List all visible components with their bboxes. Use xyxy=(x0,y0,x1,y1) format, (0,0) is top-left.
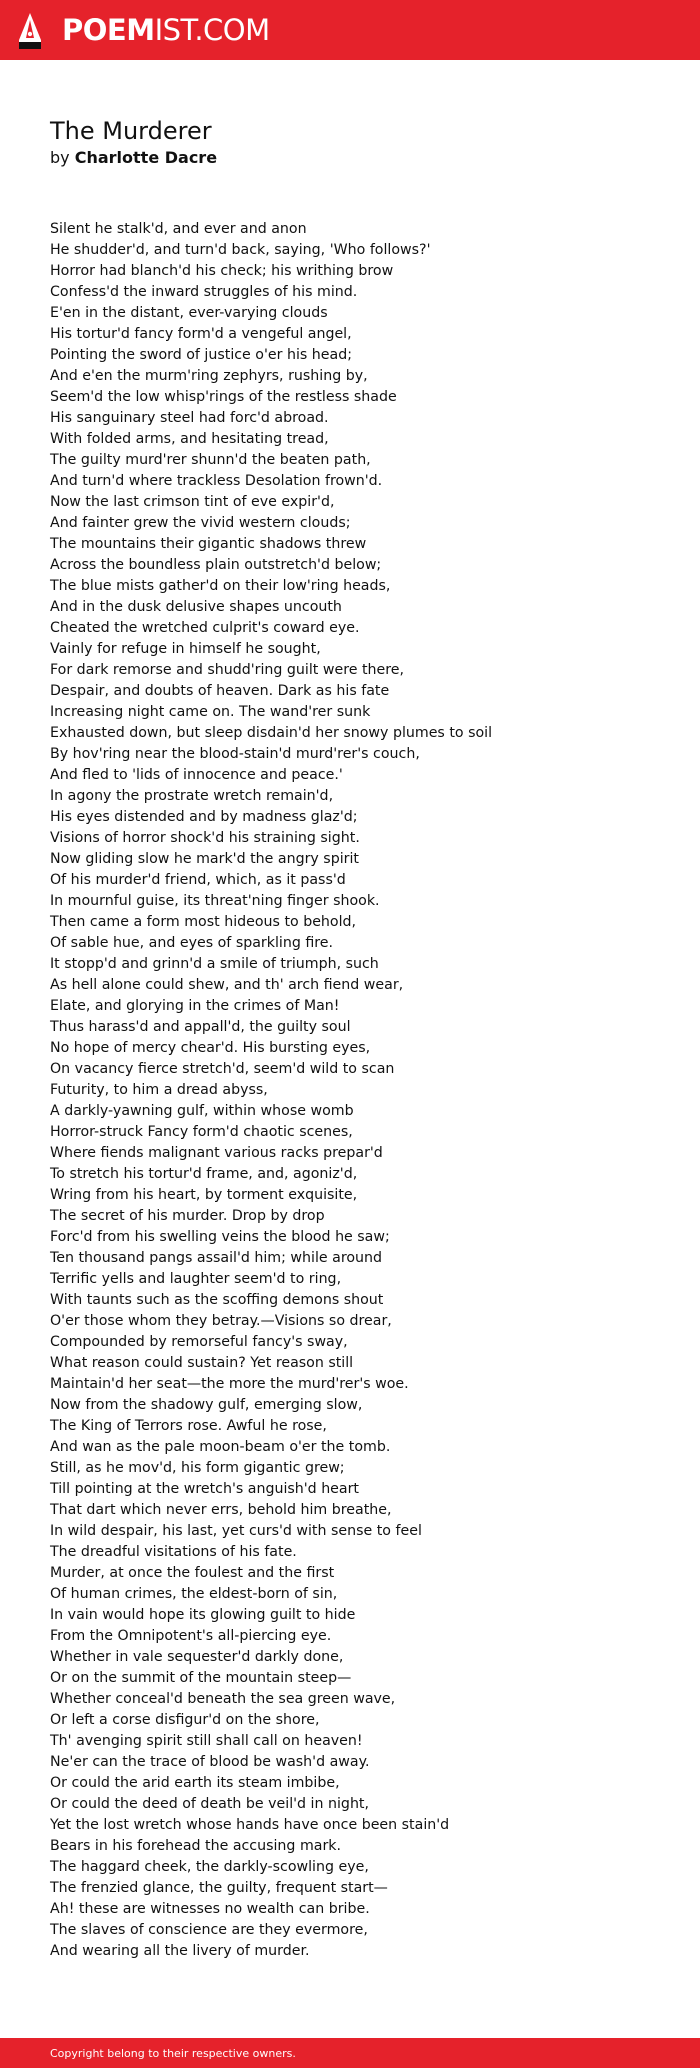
poem-line: Or left a corse disfigur'd on the shore, xyxy=(50,1712,320,1728)
poem-line: The guilty murd'rer shunn'd the beaten path, xyxy=(50,452,371,468)
poem-line: Increasing night came on. The wand'rer sunk xyxy=(50,704,371,720)
poem-line: In vain would hope its glowing guilt to hide xyxy=(50,1607,356,1623)
poem-line: Silent he stalk'd, and ever and anon xyxy=(50,221,307,237)
poem-line: Or on the summit of the mountain steep— xyxy=(50,1670,352,1686)
poem-line: That dart which never errs, behold him breathe, xyxy=(50,1502,392,1518)
poem-line: Confess'd the inward struggles of his mind. xyxy=(50,284,358,300)
poem-line: No hope of mercy chear'd. His bursting eyes, xyxy=(50,1040,371,1056)
poem-line: E'en in the distant, ever-varying clouds xyxy=(50,305,328,321)
poem-line: Maintain'd her seat—the more the murd'rer's woe. xyxy=(50,1376,409,1392)
by-label: by xyxy=(50,148,70,167)
poem-line: Of his murder'd friend, which, as it pass'd xyxy=(50,872,346,888)
poem-line: Of human crimes, the eldest-born of sin, xyxy=(50,1586,338,1602)
poem-line: His eyes distended and by madness glaz'd; xyxy=(50,809,358,825)
poem-line: Th' avenging spirit still shall call on heaven! xyxy=(50,1733,363,1749)
poem-line: Across the boundless plain outstretch'd below; xyxy=(50,557,382,573)
author-name[interactable]: Charlotte Dacre xyxy=(74,148,218,167)
poem-line: Despair, and doubts of heaven. Dark as his fate xyxy=(50,683,390,699)
poem-line: Exhausted down, but sleep disdain'd her snowy plumes to soil xyxy=(50,725,493,741)
poem-line: In agony the prostrate wretch remain'd, xyxy=(50,788,334,804)
poem-line: And e'en the murm'ring zephyrs, rushing by, xyxy=(50,368,368,384)
poem-line: The dreadful visitations of his fate. xyxy=(50,1544,297,1560)
poem-title: The Murderer xyxy=(50,117,212,145)
poem-line: Pointing the sword of justice o'er his head; xyxy=(50,347,352,363)
poem-line: Horror had blanch'd his check; his writhing brow xyxy=(50,263,394,279)
poem-line: Whether in vale sequester'd darkly done, xyxy=(50,1649,344,1665)
poem-line: Forc'd from his swelling veins the blood he saw; xyxy=(50,1229,390,1245)
poem-line: To stretch his tortur'd frame, and, agoniz'd, xyxy=(50,1166,358,1182)
poem-line: From the Omnipotent's all-piercing eye. xyxy=(50,1628,332,1644)
pen-nib-icon[interactable] xyxy=(17,12,43,54)
poem-line: Ah! these are witnesses no wealth can bribe. xyxy=(50,1901,370,1917)
poem-line: Ten thousand pangs assail'd him; while around xyxy=(50,1250,383,1266)
poem-line: Futurity, to him a dread abyss, xyxy=(50,1082,268,1098)
poem-line: And wan as the pale moon-beam o'er the tomb. xyxy=(50,1439,391,1455)
poem-line: Visions of horror shock'd his straining sight. xyxy=(50,830,360,846)
poem-line: With taunts such as the scoffing demons shout xyxy=(50,1292,384,1308)
logo-bold-text: POEM xyxy=(62,13,155,47)
poem-line: And fled to 'lids of innocence and peace.' xyxy=(50,767,343,783)
poem-body xyxy=(50,219,680,1962)
poem-line: The haggard cheek, the darkly-scowling eye, xyxy=(50,1859,369,1875)
poem-line: The King of Terrors rose. Awful he rose, xyxy=(50,1418,327,1434)
poem-line: Still, as he mov'd, his form gigantic grew; xyxy=(50,1460,345,1476)
poem-line: Murder, at once the foulest and the first xyxy=(50,1565,335,1581)
copyright-text: Copyright belong to their respective owners. xyxy=(50,2047,296,2060)
poem-line: Horror-struck Fancy form'd chaotic scenes, xyxy=(50,1124,353,1140)
poem-line: A darkly-yawning gulf, within whose womb xyxy=(50,1103,354,1119)
poem-line: Then came a form most hideous to behold, xyxy=(50,914,357,930)
poem-byline xyxy=(50,148,217,168)
poem-line: By hov'ring near the blood-stain'd murd'rer's couch, xyxy=(50,746,420,762)
poem-line: Compounded by remorseful fancy's sway, xyxy=(50,1334,348,1350)
poem-line: Cheated the wretched culprit's coward eye. xyxy=(50,620,360,636)
poem-line: And turn'd where trackless Desolation frown'd. xyxy=(50,473,383,489)
poem-line: Where fiends malignant various racks prepar'd xyxy=(50,1145,383,1161)
poem-line: Bears in his forehead the accusing mark. xyxy=(50,1838,342,1854)
poem-line: Till pointing at the wretch's anguish'd heart xyxy=(50,1481,360,1497)
poem-line: He shudder'd, and turn'd back, saying, 'Who follows?' xyxy=(50,242,431,258)
site-logo[interactable] xyxy=(62,13,270,47)
poem-line: Or could the arid earth its steam imbibe, xyxy=(50,1775,340,1791)
poem-line: In wild despair, his last, yet curs'd with sense to feel xyxy=(50,1523,422,1539)
poem-line: As hell alone could shew, and th' arch fiend wear, xyxy=(50,977,404,993)
poem-line: Now gliding slow he mark'd the angry spirit xyxy=(50,851,359,867)
poem-line: O'er those whom they betray.—Visions so drear, xyxy=(50,1313,392,1329)
poem-line: Seem'd the low whisp'rings of the restless shade xyxy=(50,389,397,405)
poem-line: Ne'er can the trace of blood be wash'd away. xyxy=(50,1754,370,1770)
poem-line: And fainter grew the vivid western clouds; xyxy=(50,515,351,531)
poem-line: His tortur'd fancy form'd a vengeful angel, xyxy=(50,326,352,342)
poem-line: The frenzied glance, the guilty, frequent start— xyxy=(50,1880,388,1896)
poem-line: Of sable hue, and eyes of sparkling fire. xyxy=(50,935,334,951)
poem-line: Now from the shadowy gulf, emerging slow, xyxy=(50,1397,363,1413)
poem-line: The slaves of conscience are they evermore, xyxy=(50,1922,368,1938)
poem-line: It stopp'd and grinn'd a smile of triumph, such xyxy=(50,956,379,972)
poem-line: The mountains their gigantic shadows threw xyxy=(50,536,367,552)
poem-line: And in the dusk delusive shapes uncouth xyxy=(50,599,342,615)
site-footer xyxy=(0,2038,700,2068)
poem-line: And wearing all the livery of murder. xyxy=(50,1943,310,1959)
site-header xyxy=(0,0,700,60)
poem-line: The secret of his murder. Drop by drop xyxy=(50,1208,325,1224)
poem-line: Vainly for refuge in himself he sought, xyxy=(50,641,321,657)
poem-line: Or could the deed of death be veil'd in night, xyxy=(50,1796,370,1812)
poem-line: For dark remorse and shudd'ring guilt were there, xyxy=(50,662,405,678)
poem-line: In mournful guise, its threat'ning finger shook. xyxy=(50,893,380,909)
poem-line: Yet the lost wretch whose hands have once been stain'd xyxy=(50,1817,450,1833)
poem-line: What reason could sustain? Yet reason still xyxy=(50,1355,354,1371)
logo-light-text: IST.COM xyxy=(154,13,270,47)
poem-line: Elate, and glorying in the crimes of Man! xyxy=(50,998,340,1014)
poem-line: With folded arms, and hesitating tread, xyxy=(50,431,329,447)
poem-line: His sanguinary steel had forc'd abroad. xyxy=(50,410,329,426)
poem-line: The blue mists gather'd on their low'ring heads, xyxy=(50,578,391,594)
poem-line: Whether conceal'd beneath the sea green wave, xyxy=(50,1691,396,1707)
poem-line: Now the last crimson tint of eve expir'd, xyxy=(50,494,335,510)
poem-line: Wring from his heart, by torment exquisite, xyxy=(50,1187,358,1203)
poem-line: Terrific yells and laughter seem'd to ring, xyxy=(50,1271,342,1287)
poem-line: On vacancy fierce stretch'd, seem'd wild to scan xyxy=(50,1061,395,1077)
poem-line: Thus harass'd and appall'd, the guilty soul xyxy=(50,1019,351,1035)
